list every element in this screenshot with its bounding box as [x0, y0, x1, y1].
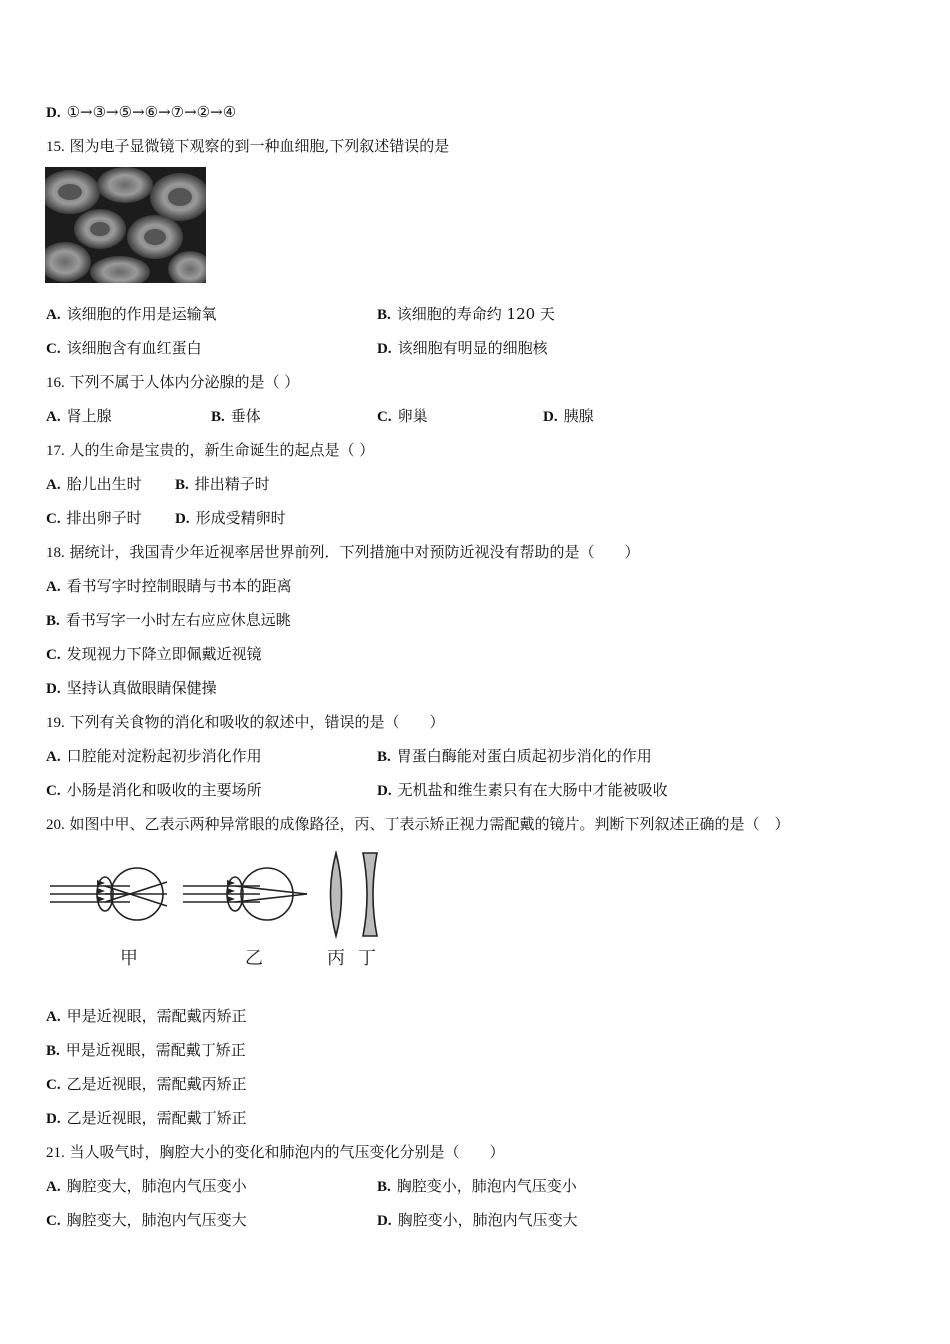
option-label: B. — [46, 1043, 60, 1059]
label-jia: 甲 — [120, 948, 138, 969]
question-number: 19. — [46, 715, 65, 731]
option-label: C. — [46, 1077, 61, 1093]
option-text: 垂体 — [230, 407, 261, 425]
option-text: 小肠是消化和吸收的主要场所 — [66, 781, 262, 799]
option-text: 排出卵子时 — [66, 509, 142, 527]
q17-option-a[interactable] — [46, 474, 142, 495]
option-text: 看书写字一小时左右应应休息远眺 — [65, 611, 291, 629]
question-number: 21. — [46, 1145, 65, 1161]
q20-option-b[interactable] — [46, 1040, 246, 1061]
q19-option-b[interactable] — [377, 746, 652, 767]
q16-stem — [46, 372, 299, 393]
option-label: C. — [46, 647, 61, 663]
option-label: B. — [377, 749, 391, 765]
option-text: 发现视力下降立即佩戴近视镜 — [66, 645, 262, 663]
q16-option-d[interactable] — [543, 406, 594, 427]
option-label: C. — [46, 341, 61, 357]
option-text: 卵巢 — [397, 407, 428, 425]
question-text: 下列不属于人体内分泌腺的是（ ） — [69, 373, 300, 391]
q20-option-d[interactable] — [46, 1108, 247, 1129]
question-number: 20. — [46, 817, 65, 833]
eye-yi — [183, 868, 307, 920]
question-text: 人的生命是宝贵的，新生命诞生的起点是（ ） — [69, 441, 375, 459]
option-text: 口腔能对淀粉起初步消化作用 — [66, 747, 262, 765]
q17-stem — [46, 440, 374, 461]
option-text: 胸腔变小，肺泡内气压变大 — [397, 1211, 578, 1229]
option-label: D. — [377, 341, 392, 357]
q16-option-b[interactable] — [211, 406, 261, 427]
eye-jia — [50, 868, 167, 920]
option-text: 胸腔变大，肺泡内气压变大 — [66, 1211, 247, 1229]
option-text: 该细胞有明显的细胞核 — [397, 339, 548, 357]
option-text: 乙是近视眼，需配戴丁矫正 — [66, 1109, 247, 1127]
question-number: 18. — [46, 545, 65, 561]
option-text: 坚持认真做眼睛保健操 — [66, 679, 217, 697]
option-label: C. — [46, 783, 61, 799]
question-text: 当人吸气时，胸腔大小的变化和肺泡内的气压变化分别是（ ） — [69, 1143, 505, 1161]
option-label: B. — [46, 613, 60, 629]
q21-stem — [46, 1142, 505, 1163]
question-number: 17. — [46, 443, 65, 459]
option-label: A. — [46, 1179, 61, 1195]
q19-option-a[interactable] — [46, 746, 262, 767]
option-text: 该细胞的作用是运输氧 — [66, 305, 217, 323]
label-bing: 丙 — [327, 948, 345, 969]
q17-option-d[interactable] — [175, 508, 286, 529]
q20-option-a[interactable] — [46, 1006, 247, 1027]
q19-option-c[interactable] — [46, 780, 262, 801]
option-label: B. — [211, 409, 225, 425]
option-label: D. — [46, 105, 61, 121]
option-text: 该细胞含有血红蛋白 — [66, 339, 202, 357]
option-label: C. — [46, 1213, 61, 1229]
option-label: A. — [46, 477, 61, 493]
option-text: 胎儿出生时 — [66, 475, 142, 493]
option-text: 看书写字时控制眼睛与书本的距离 — [66, 577, 292, 595]
q15-option-a[interactable] — [46, 304, 217, 325]
q19-stem — [46, 712, 445, 733]
q15-stem — [46, 136, 449, 157]
option-text: ①→③→⑤→⑥→⑦→②→④ — [66, 103, 237, 121]
q18-option-d[interactable] — [46, 678, 217, 699]
q21-option-d[interactable] — [377, 1210, 578, 1231]
q21-option-b[interactable] — [377, 1176, 577, 1197]
label-yi: 乙 — [245, 948, 263, 969]
question-text: 图为电子显微镜下观察的到一种血细胞,下列叙述错误的是 — [69, 137, 450, 155]
option-text: 胰腺 — [563, 407, 594, 425]
option-label: D. — [543, 409, 558, 425]
question-text: 下列有关食物的消化和吸收的叙述中，错误的是（ ） — [69, 713, 445, 731]
red-blood-cell-micrograph — [45, 167, 206, 283]
option-text: 胸腔变大，肺泡内气压变小 — [66, 1177, 247, 1195]
option-label: B. — [377, 1179, 391, 1195]
option-label: A. — [46, 307, 61, 323]
option-text: 该细胞的寿命约 120 天 — [396, 305, 555, 323]
option-label: D. — [377, 1213, 392, 1229]
q18-stem — [46, 542, 640, 563]
option-text: 甲是近视眼，需配戴丙矫正 — [66, 1007, 247, 1025]
option-text: 形成受精卵时 — [195, 509, 286, 527]
q20-option-c[interactable] — [46, 1074, 247, 1095]
option-label: D. — [175, 511, 190, 527]
q15-option-d[interactable] — [377, 338, 548, 359]
q15-option-c[interactable] — [46, 338, 202, 359]
option-label: D. — [46, 681, 61, 697]
option-label: C. — [377, 409, 392, 425]
q16-option-a[interactable] — [46, 406, 112, 427]
label-ding: 丁 — [358, 948, 376, 969]
option-text: 肾上腺 — [66, 407, 112, 425]
question-text: 如图中甲、乙表示两种异常眼的成像路径，丙、丁表示矫正视力需配戴的镜片。判断下列叙述正确的是（ ） — [69, 815, 790, 833]
q17-option-b[interactable] — [175, 474, 270, 495]
option-label: A. — [46, 579, 61, 595]
option-label: B. — [377, 307, 391, 323]
q15-option-b[interactable] — [377, 304, 555, 325]
question-text: 据统计，我国青少年近视率居世界前列．下列措施中对预防近视没有帮助的是（ ） — [69, 543, 640, 561]
q18-option-b[interactable] — [46, 610, 291, 631]
option-text: 胸腔变小，肺泡内气压变小 — [396, 1177, 577, 1195]
q20-stem — [46, 814, 790, 835]
lens-ding — [363, 853, 377, 936]
q21-option-a[interactable] — [46, 1176, 247, 1197]
option-text: 无机盐和维生素只有在大肠中才能被吸收 — [397, 781, 668, 799]
q14-option-d — [46, 102, 236, 123]
q18-option-c[interactable] — [46, 644, 262, 665]
option-text: 胃蛋白酶能对蛋白质起初步消化的作用 — [396, 747, 652, 765]
q18-option-a[interactable] — [46, 576, 292, 597]
option-label: A. — [46, 749, 61, 765]
q16-option-c[interactable] — [377, 406, 428, 427]
option-label: A. — [46, 1009, 61, 1025]
option-text: 甲是近视眼，需配戴丁矫正 — [65, 1041, 246, 1059]
option-text: 乙是近视眼，需配戴丙矫正 — [66, 1075, 247, 1093]
lens-bing — [331, 853, 342, 936]
q19-option-d[interactable] — [377, 780, 668, 801]
option-label: D. — [46, 1111, 61, 1127]
option-label: A. — [46, 409, 61, 425]
q17-option-c[interactable] — [46, 508, 142, 529]
question-number: 16. — [46, 375, 65, 391]
option-label: C. — [46, 511, 61, 527]
q21-option-c[interactable] — [46, 1210, 247, 1231]
option-label: B. — [175, 477, 189, 493]
option-text: 排出精子时 — [194, 475, 270, 493]
option-label: D. — [377, 783, 392, 799]
question-number: 15. — [46, 139, 65, 155]
eye-defects-figure — [45, 848, 390, 973]
